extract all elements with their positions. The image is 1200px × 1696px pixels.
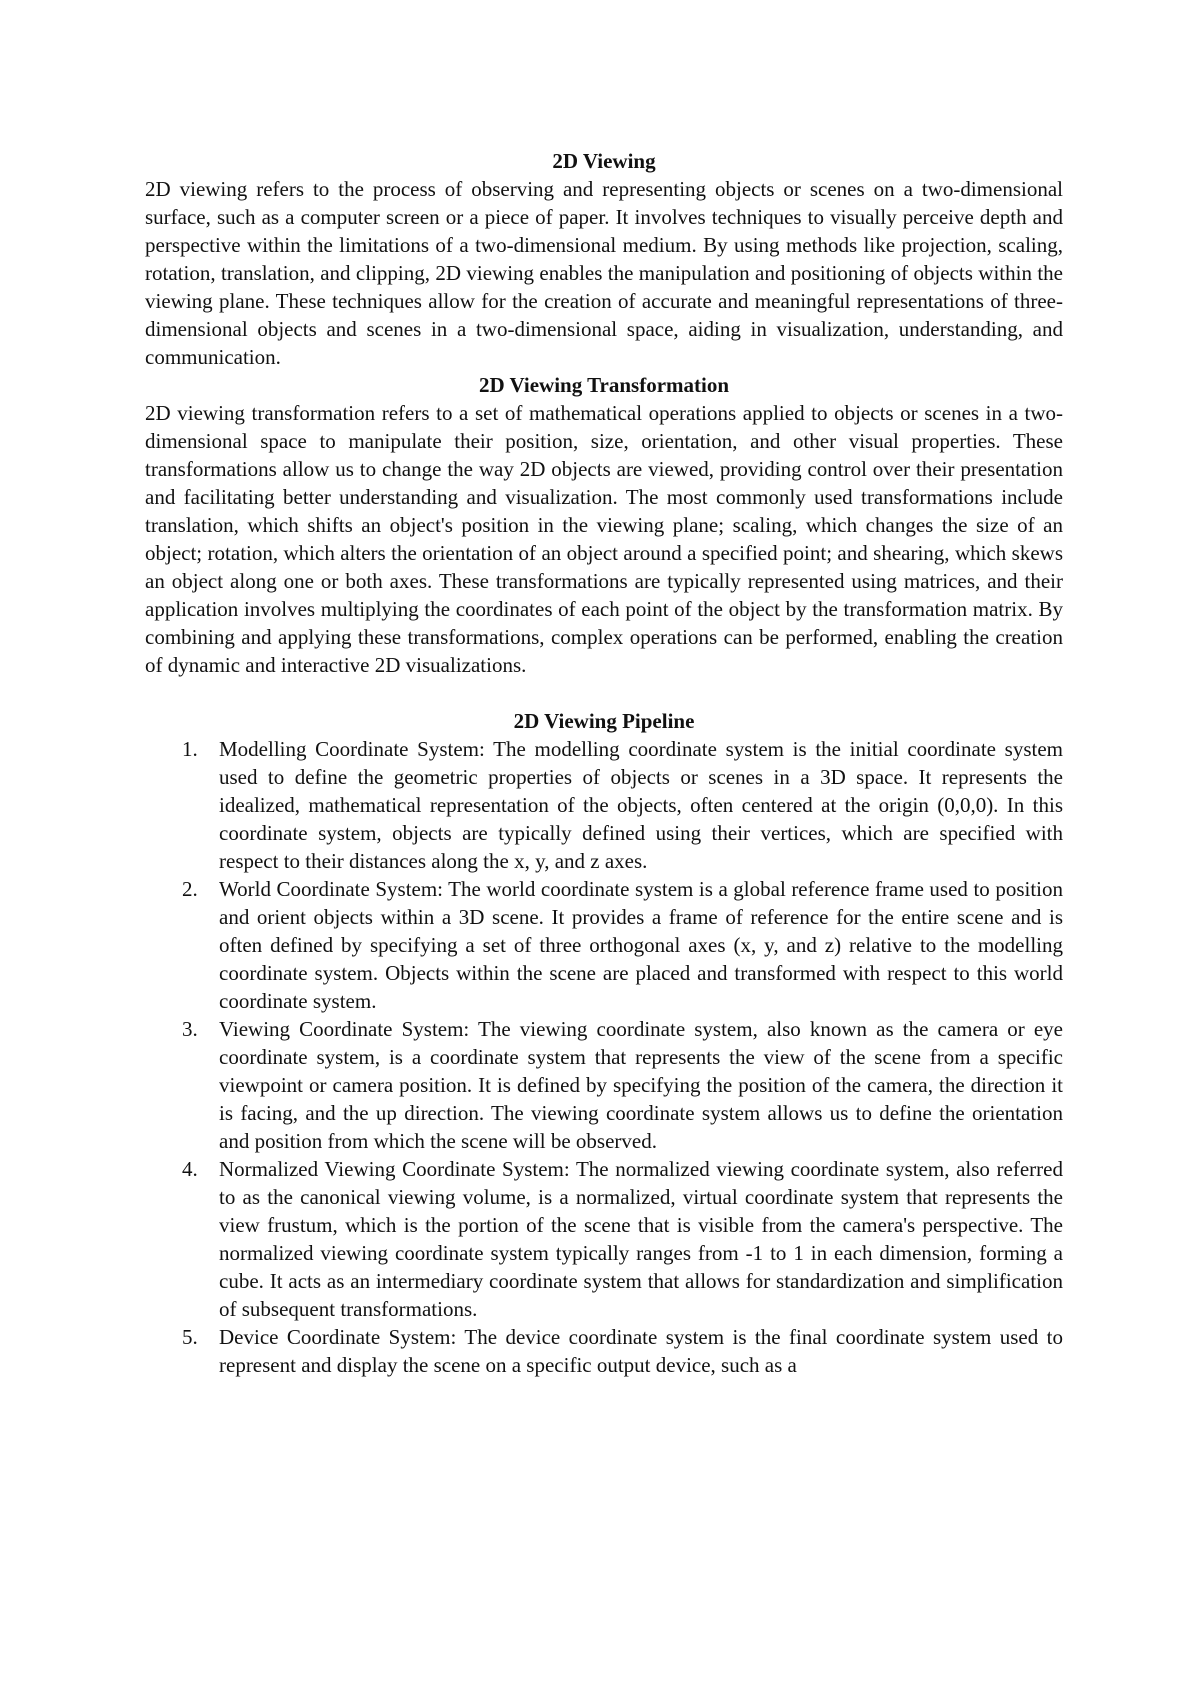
list-item-text: World Coordinate System: The world coordinate system is a global reference frame used to position and orient objects within a 3D scene. It provides a frame of reference for the entire scene and is often defined by specifying a set of three orthogonal axes (x, y, and z) relative to the modelling coordinate system. Objects within the scene are placed and transformed with respect to this world coordinate system. <box>219 877 1063 1013</box>
list-item-number: 2. <box>182 877 198 901</box>
heading-2d-viewing: 2D Viewing <box>552 149 656 173</box>
document-page <box>145 147 1063 1379</box>
paragraph-2d-viewing: 2D viewing refers to the process of observing and representing objects or scenes on a two-dimensional surface, such as a computer screen or a piece of paper. It involves techniques to visually perceive depth and perspective within the limitations of a two-dimensional medium. By using methods like projection, scaling, rotation, translation, and clipping, 2D viewing enables the manipulation and positioning of objects within the viewing plane. These techniques allow for the creation of accurate and meaningful representations of three-dimensional objects and scenes in a two-dimensional space, aiding in visualization, understanding, and communication. <box>145 177 1063 369</box>
list-item <box>145 1155 1063 1323</box>
list-item-text: Modelling Coordinate System: The modelling coordinate system is the initial coordinate system used to define the geometric properties of objects or scenes in a 3D space. It represents the idealized, mathematical representation of the objects, often centered at the origin (0,0,0). In this coordinate system, objects are typically defined using their vertices, which are specified with respect to their distances along the x, y, and z axes. <box>219 737 1063 873</box>
heading-2d-viewing-transformation: 2D Viewing Transformation <box>478 373 730 397</box>
list-item <box>145 1323 1063 1379</box>
blank-line <box>145 679 1063 707</box>
list-item-text: Viewing Coordinate System: The viewing coordinate system, also known as the camera or eye coordinate system, is a coordinate system that represents the view of the scene from a specific viewpoint or camera position. It is defined by specifying the position of the camera, the direction it is facing, and the up direction. The viewing coordinate system allows us to define the orientation and position from which the scene will be observed. <box>219 1017 1063 1153</box>
list-item-number: 1. <box>182 737 198 761</box>
list-item <box>145 1015 1063 1155</box>
list-item-text: Normalized Viewing Coordinate System: The normalized viewing coordinate system, also referred to as the canonical viewing volume, is a normalized, virtual coordinate system that represents the view frustum, which is the portion of the scene that is visible from the camera's perspective. The normalized viewing coordinate system typically ranges from -1 to 1 in each dimension, forming a cube. It acts as an intermediary coordinate system that allows for standardization and simplification of subsequent transformations. <box>219 1157 1063 1321</box>
heading-2d-viewing-pipeline: 2D Viewing Pipeline <box>513 709 695 733</box>
list-item <box>145 735 1063 875</box>
list-item-number: 4. <box>182 1157 198 1181</box>
list-item <box>145 875 1063 1015</box>
list-item-number: 5. <box>182 1325 198 1349</box>
pipeline-list <box>145 735 1063 1379</box>
paragraph-2d-viewing-transformation: 2D viewing transformation refers to a set of mathematical operations applied to objects or scenes in a two-dimensional space to manipulate their position, size, orientation, and other visual properties. These transformations allow us to change the way 2D objects are viewed, providing control over their presentation and facilitating better understanding and visualization. The most commonly used transformations include translation, which shifts an object's position in the viewing plane; scaling, which changes the size of an object; rotation, which alters the orientation of an object around a specified point; and shearing, which skews an object along one or both axes. These transformations are typically represented using matrices, and their application involves multiplying the coordinates of each point of the object by the transformation matrix. By combining and applying these transformations, complex operations can be performed, enabling the creation of dynamic and interactive 2D visualizations. <box>145 401 1063 677</box>
list-item-number: 3. <box>182 1017 198 1041</box>
list-item-text: Device Coordinate System: The device coordinate system is the final coordinate system used to represent and display the scene on a specific output device, such as a <box>219 1325 1063 1377</box>
